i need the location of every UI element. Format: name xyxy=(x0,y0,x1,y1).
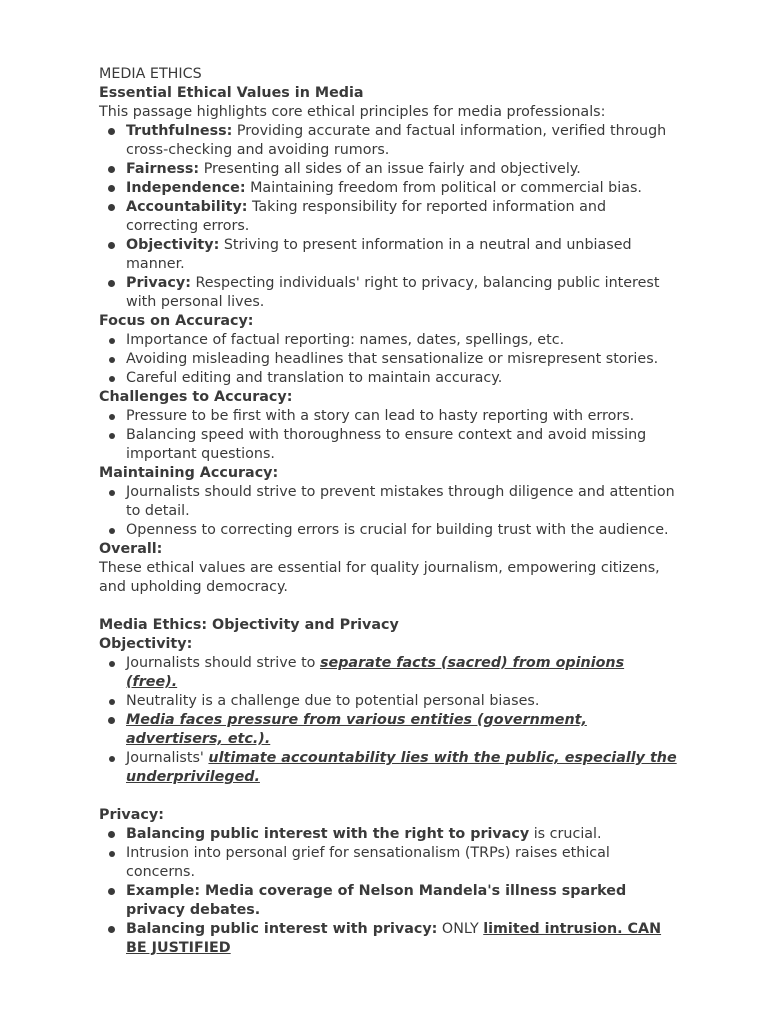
value-text: Respecting individuals' right to privacy, balancing public interest with personal lives. xyxy=(126,275,660,310)
maintaining-list xyxy=(99,483,679,540)
list-item xyxy=(99,179,679,198)
maintaining-heading: Maintaining Accuracy: xyxy=(99,465,279,481)
spacer xyxy=(99,597,679,616)
doc-title: MEDIA ETHICS xyxy=(99,66,202,82)
spacer xyxy=(99,787,679,806)
value-term: Truthfulness: xyxy=(126,123,233,139)
list-item: Pressure to be first with a story can lead to hasty reporting with errors. xyxy=(99,407,679,426)
list-item xyxy=(99,122,679,160)
values-list xyxy=(99,122,679,312)
value-text: Presenting all sides of an issue fairly and objectively. xyxy=(203,161,581,177)
doc-intro: This passage highlights core ethical principles for media professionals: xyxy=(99,104,606,120)
priv1-bold: Balancing public interest with the right to privacy xyxy=(126,826,530,842)
list-item xyxy=(99,749,679,787)
obj4-emphasis: ultimate accountability lies with the public, especially the underprivileged. xyxy=(126,750,677,785)
obj1-emphasis: separate facts (sacred) from opinions (free). xyxy=(126,655,625,690)
overall-heading: Overall: xyxy=(99,541,163,557)
value-term: Accountability: xyxy=(126,199,248,215)
privacy-list xyxy=(99,825,679,958)
list-item xyxy=(99,236,679,274)
list-item: Importance of factual reporting: names, dates, spellings, etc. xyxy=(99,331,679,350)
value-term: Privacy: xyxy=(126,275,191,291)
list-item xyxy=(99,882,679,920)
priv1-rest: is crucial. xyxy=(529,826,602,842)
value-term: Objectivity: xyxy=(126,237,220,253)
list-item xyxy=(99,198,679,236)
list-item xyxy=(99,825,679,844)
list-item xyxy=(99,711,679,749)
challenges-list xyxy=(99,407,679,464)
value-term: Fairness: xyxy=(126,161,200,177)
document-page xyxy=(99,65,679,958)
list-item xyxy=(99,920,679,958)
focus-heading: Focus on Accuracy: xyxy=(99,313,254,329)
priv3-bold: Example: Media coverage of Nelson Mandela's illness sparked privacy debates. xyxy=(126,883,627,918)
list-item: Journalists should strive to prevent mistakes through diligence and attention to detail. xyxy=(99,483,679,521)
value-text: Taking responsibility for reported information and correcting errors. xyxy=(126,199,607,234)
obj3-emphasis: Media faces pressure from various entities (government, advertisers, etc.). xyxy=(126,712,587,747)
section2-heading: Media Ethics: Objectivity and Privacy xyxy=(99,617,399,633)
objectivity-heading: Objectivity: xyxy=(99,636,193,652)
list-item xyxy=(99,654,679,692)
priv4-only: ONLY xyxy=(437,921,484,937)
list-item: Avoiding misleading headlines that sensationalize or misrepresent stories. xyxy=(99,350,679,369)
priv4-bold: Balancing public interest with privacy: xyxy=(126,921,438,937)
list-item: Neutrality is a challenge due to potential personal biases. xyxy=(99,692,679,711)
value-term: Independence: xyxy=(126,180,246,196)
obj4-pre: Journalists' xyxy=(126,750,209,766)
value-text: Providing accurate and factual information, verified through cross-checking and avoiding rumors. xyxy=(126,123,667,158)
focus-list xyxy=(99,331,679,388)
obj1-pre: Journalists should strive to xyxy=(126,655,320,671)
list-item xyxy=(99,160,679,179)
value-text: Striving to present information in a neutral and unbiased manner. xyxy=(126,237,632,272)
list-item: Intrusion into personal grief for sensationalism (TRPs) raises ethical concerns. xyxy=(99,844,679,882)
privacy-heading: Privacy: xyxy=(99,807,164,823)
list-item: Careful editing and translation to maintain accuracy. xyxy=(99,369,679,388)
list-item: Openness to correcting errors is crucial for building trust with the audience. xyxy=(99,521,679,540)
list-item xyxy=(99,274,679,312)
priv4-emphasis: limited intrusion. CAN BE JUSTIFIED xyxy=(126,921,662,956)
objectivity-list xyxy=(99,654,679,787)
value-text: Maintaining freedom from political or commercial bias. xyxy=(250,180,642,196)
overall-text: These ethical values are essential for quality journalism, empowering citizens, and upholding democracy. xyxy=(99,560,660,595)
doc-subtitle: Essential Ethical Values in Media xyxy=(99,85,364,101)
challenges-heading: Challenges to Accuracy: xyxy=(99,389,293,405)
list-item: Balancing speed with thoroughness to ensure context and avoid missing important questions. xyxy=(99,426,679,464)
